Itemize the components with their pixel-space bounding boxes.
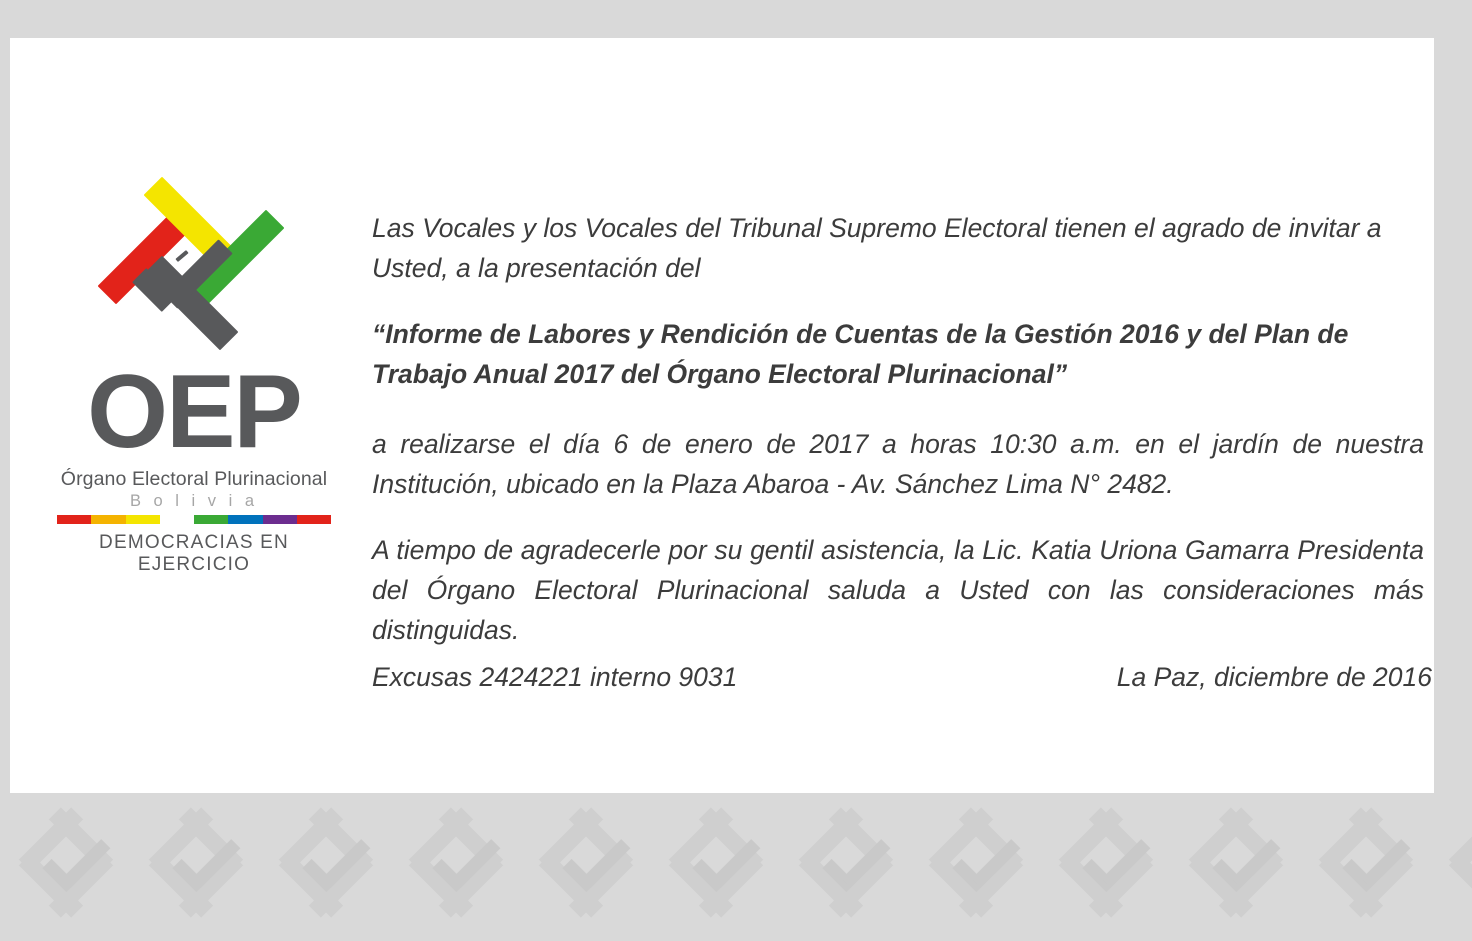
watermark-emblem [148,801,244,931]
invitation-lead: Las Vocales y los Vocales del Tribunal Supremo Electoral tienen el agrado de invitar a Usted, a la presentación del [372,213,1382,283]
logo-slogan: DEMOCRACIAS EN EJERCICIO [99,532,289,575]
watermark-emblem [1058,801,1154,931]
excuses-contact: Excusas 2424221 interno 9031 [372,662,738,692]
logo-color-stripe [57,515,331,524]
watermark-emblem [538,801,634,931]
right-border-band [1434,38,1472,793]
bottom-watermark-band [0,793,1472,941]
invitation-footer [372,662,1432,693]
left-border-band [0,38,10,793]
place-and-date: La Paz, diciembre de 2016 [1116,662,1432,692]
watermark-emblem [1448,801,1472,931]
invitation-text [372,208,1424,676]
logo-country: B o l i v i a [129,492,259,510]
logo-acronym: OEP [87,354,301,470]
watermark-emblem [1188,801,1284,931]
logo-institution: Órgano Electoral Plurinacional [60,468,328,490]
invitation-details: a realizarse el día 6 de enero de 2017 a horas 10:30 a.m. en el jardín de nuestra Institución, ubicado en la Plaza Abaroa - Av. Sánchez Lima N° 2482. [372,429,1424,499]
watermark-emblem [1318,801,1414,931]
watermark-emblem [18,801,114,931]
oep-logo [44,208,344,576]
top-border-band [0,0,1472,38]
invitation-title: “Informe de Labores y Rendición de Cuentas de la Gestión 2016 y del Plan de Trabajo Anual 2017 del Órgano Electoral Plurinacional” [372,319,1349,389]
watermark-pattern [18,801,1472,931]
watermark-emblem [668,801,764,931]
oep-diamond-check-emblem [89,208,299,358]
watermark-emblem [798,801,894,931]
watermark-emblem [408,801,504,931]
watermark-emblem [278,801,374,931]
invitation-closing: A tiempo de agradecerle por su gentil asistencia, la Lic. Katia Uriona Gamarra Presidenta del Órgano Electoral Plurinacional saluda a Usted con las consideraciones más distinguidas. [372,535,1424,645]
watermark-emblem [928,801,1024,931]
accent-tick-icon [175,250,188,262]
